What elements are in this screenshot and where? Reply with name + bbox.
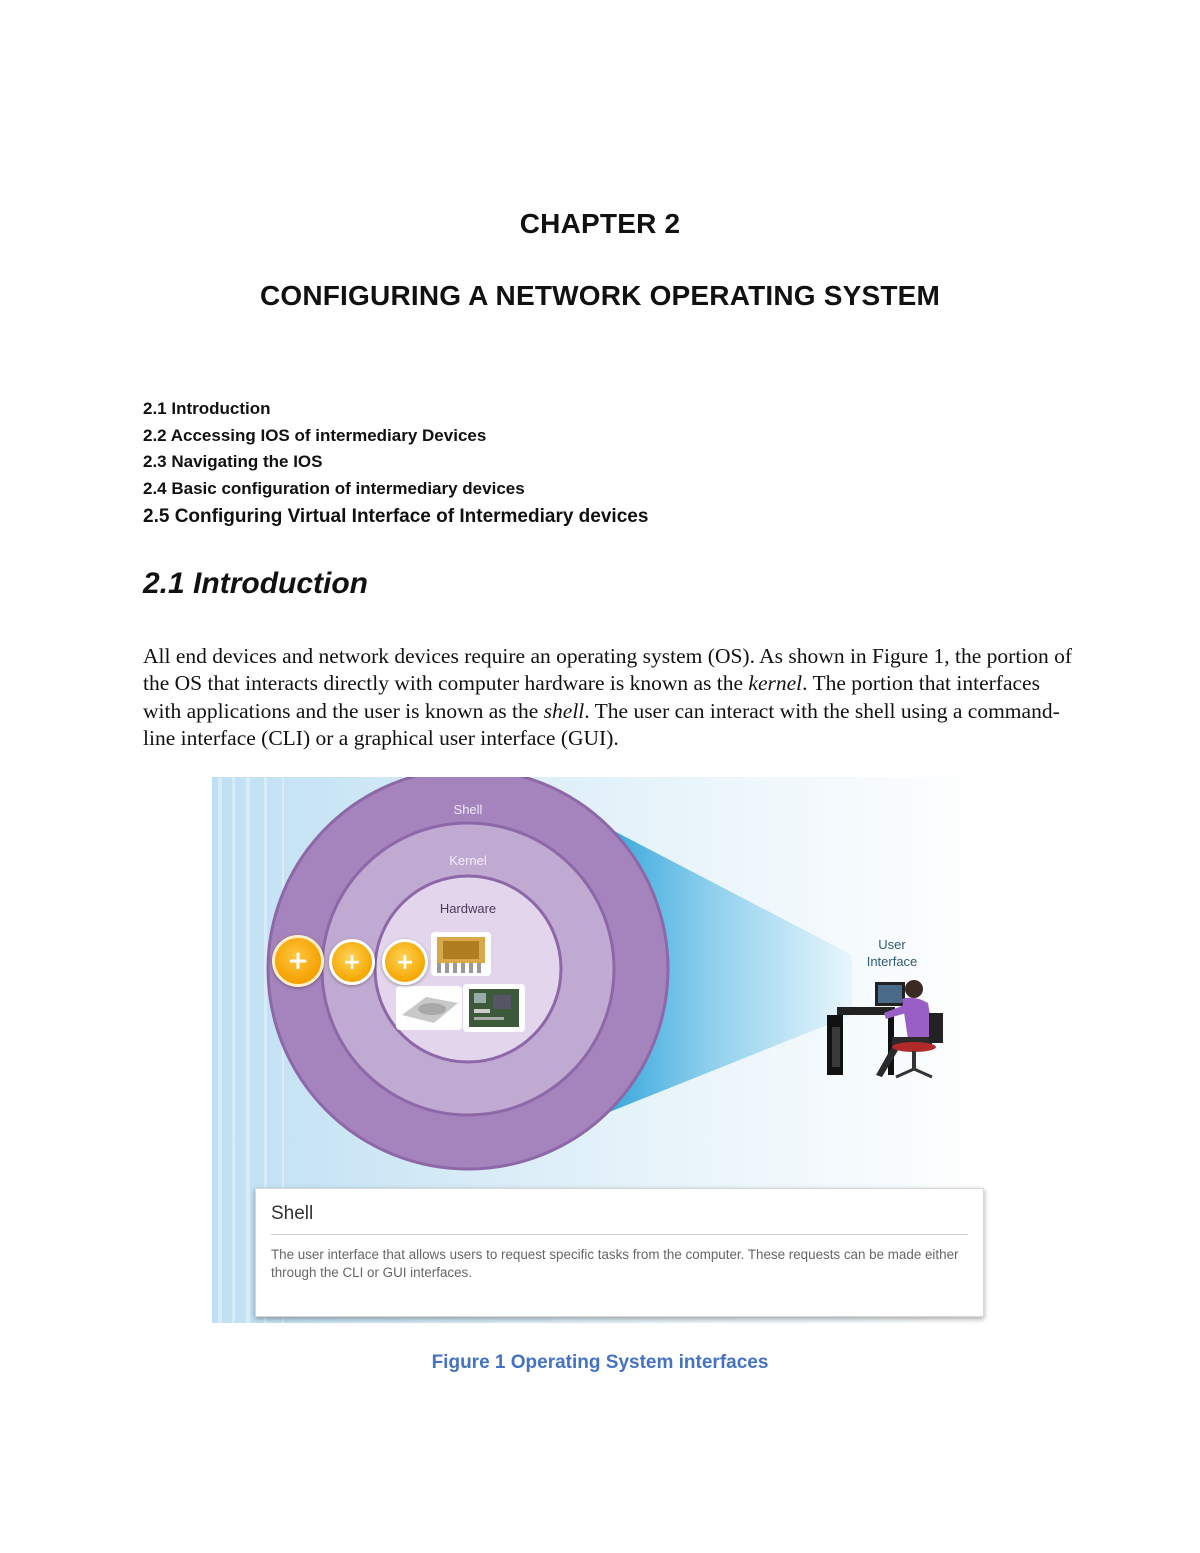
kernel-term: kernel <box>748 671 803 696</box>
info-box-divider <box>271 1234 968 1235</box>
info-box-text: The user interface that allows users to request specific tasks from the computer. These requests can be made either through the CLI or GUI interfaces. <box>271 1247 959 1280</box>
hard-drive-icon <box>396 986 462 1030</box>
table-of-contents <box>143 396 648 532</box>
figure-caption: Figure 1 Operating System interfaces <box>431 1352 769 1373</box>
os-interfaces-figure <box>212 777 990 1323</box>
kernel-ring-label: Kernel <box>449 853 487 868</box>
intro-text-1: All end devices and network devices require an operating system (OS). As shown in Figure 1, the portion of the OS that interacts directly with computer hardware is known as the <box>143 644 1073 696</box>
intro-text-2: . The portion that interfaces with applications and the user is known as the <box>143 671 1040 723</box>
chapter-title: CONFIGURING A NETWORK OPERATING SYSTEM <box>259 280 941 311</box>
motherboard-icon <box>463 984 525 1032</box>
hardware-ring-label: Hardware <box>439 901 497 916</box>
info-box-title: Shell <box>271 1203 314 1224</box>
toc-item: 2.1 Introduction <box>143 399 271 418</box>
user-interface-label-line1: User <box>878 937 906 952</box>
chapter-number: CHAPTER 2 <box>519 208 681 239</box>
intro-paragraph <box>143 643 1073 752</box>
cpu-chip-icon <box>431 932 491 976</box>
shell-expand-button[interactable]: + <box>272 935 324 987</box>
toc-item: 2.5 Configuring Virtual Interface of Intermediary devices <box>143 506 649 527</box>
intro-text-3: . The user can interact with the shell using a command-line interface (CLI) or a graphical user interface (GUI). <box>143 698 1060 750</box>
info-box <box>255 1188 984 1317</box>
toc-item: 2.4 Basic configuration of intermediary devices <box>143 478 525 498</box>
section-heading: 2.1 Introduction <box>143 567 368 600</box>
shell-ring-label: Shell <box>453 802 483 817</box>
toc-item: 2.3 Navigating the IOS <box>143 452 323 471</box>
hardware-expand-button[interactable]: + <box>382 939 428 985</box>
toc-item: 2.2 Accessing IOS of intermediary Devices <box>143 425 487 445</box>
user-interface-label-line2: Interface <box>866 954 918 969</box>
kernel-expand-button[interactable]: + <box>329 939 375 985</box>
shell-term: shell <box>543 698 585 723</box>
